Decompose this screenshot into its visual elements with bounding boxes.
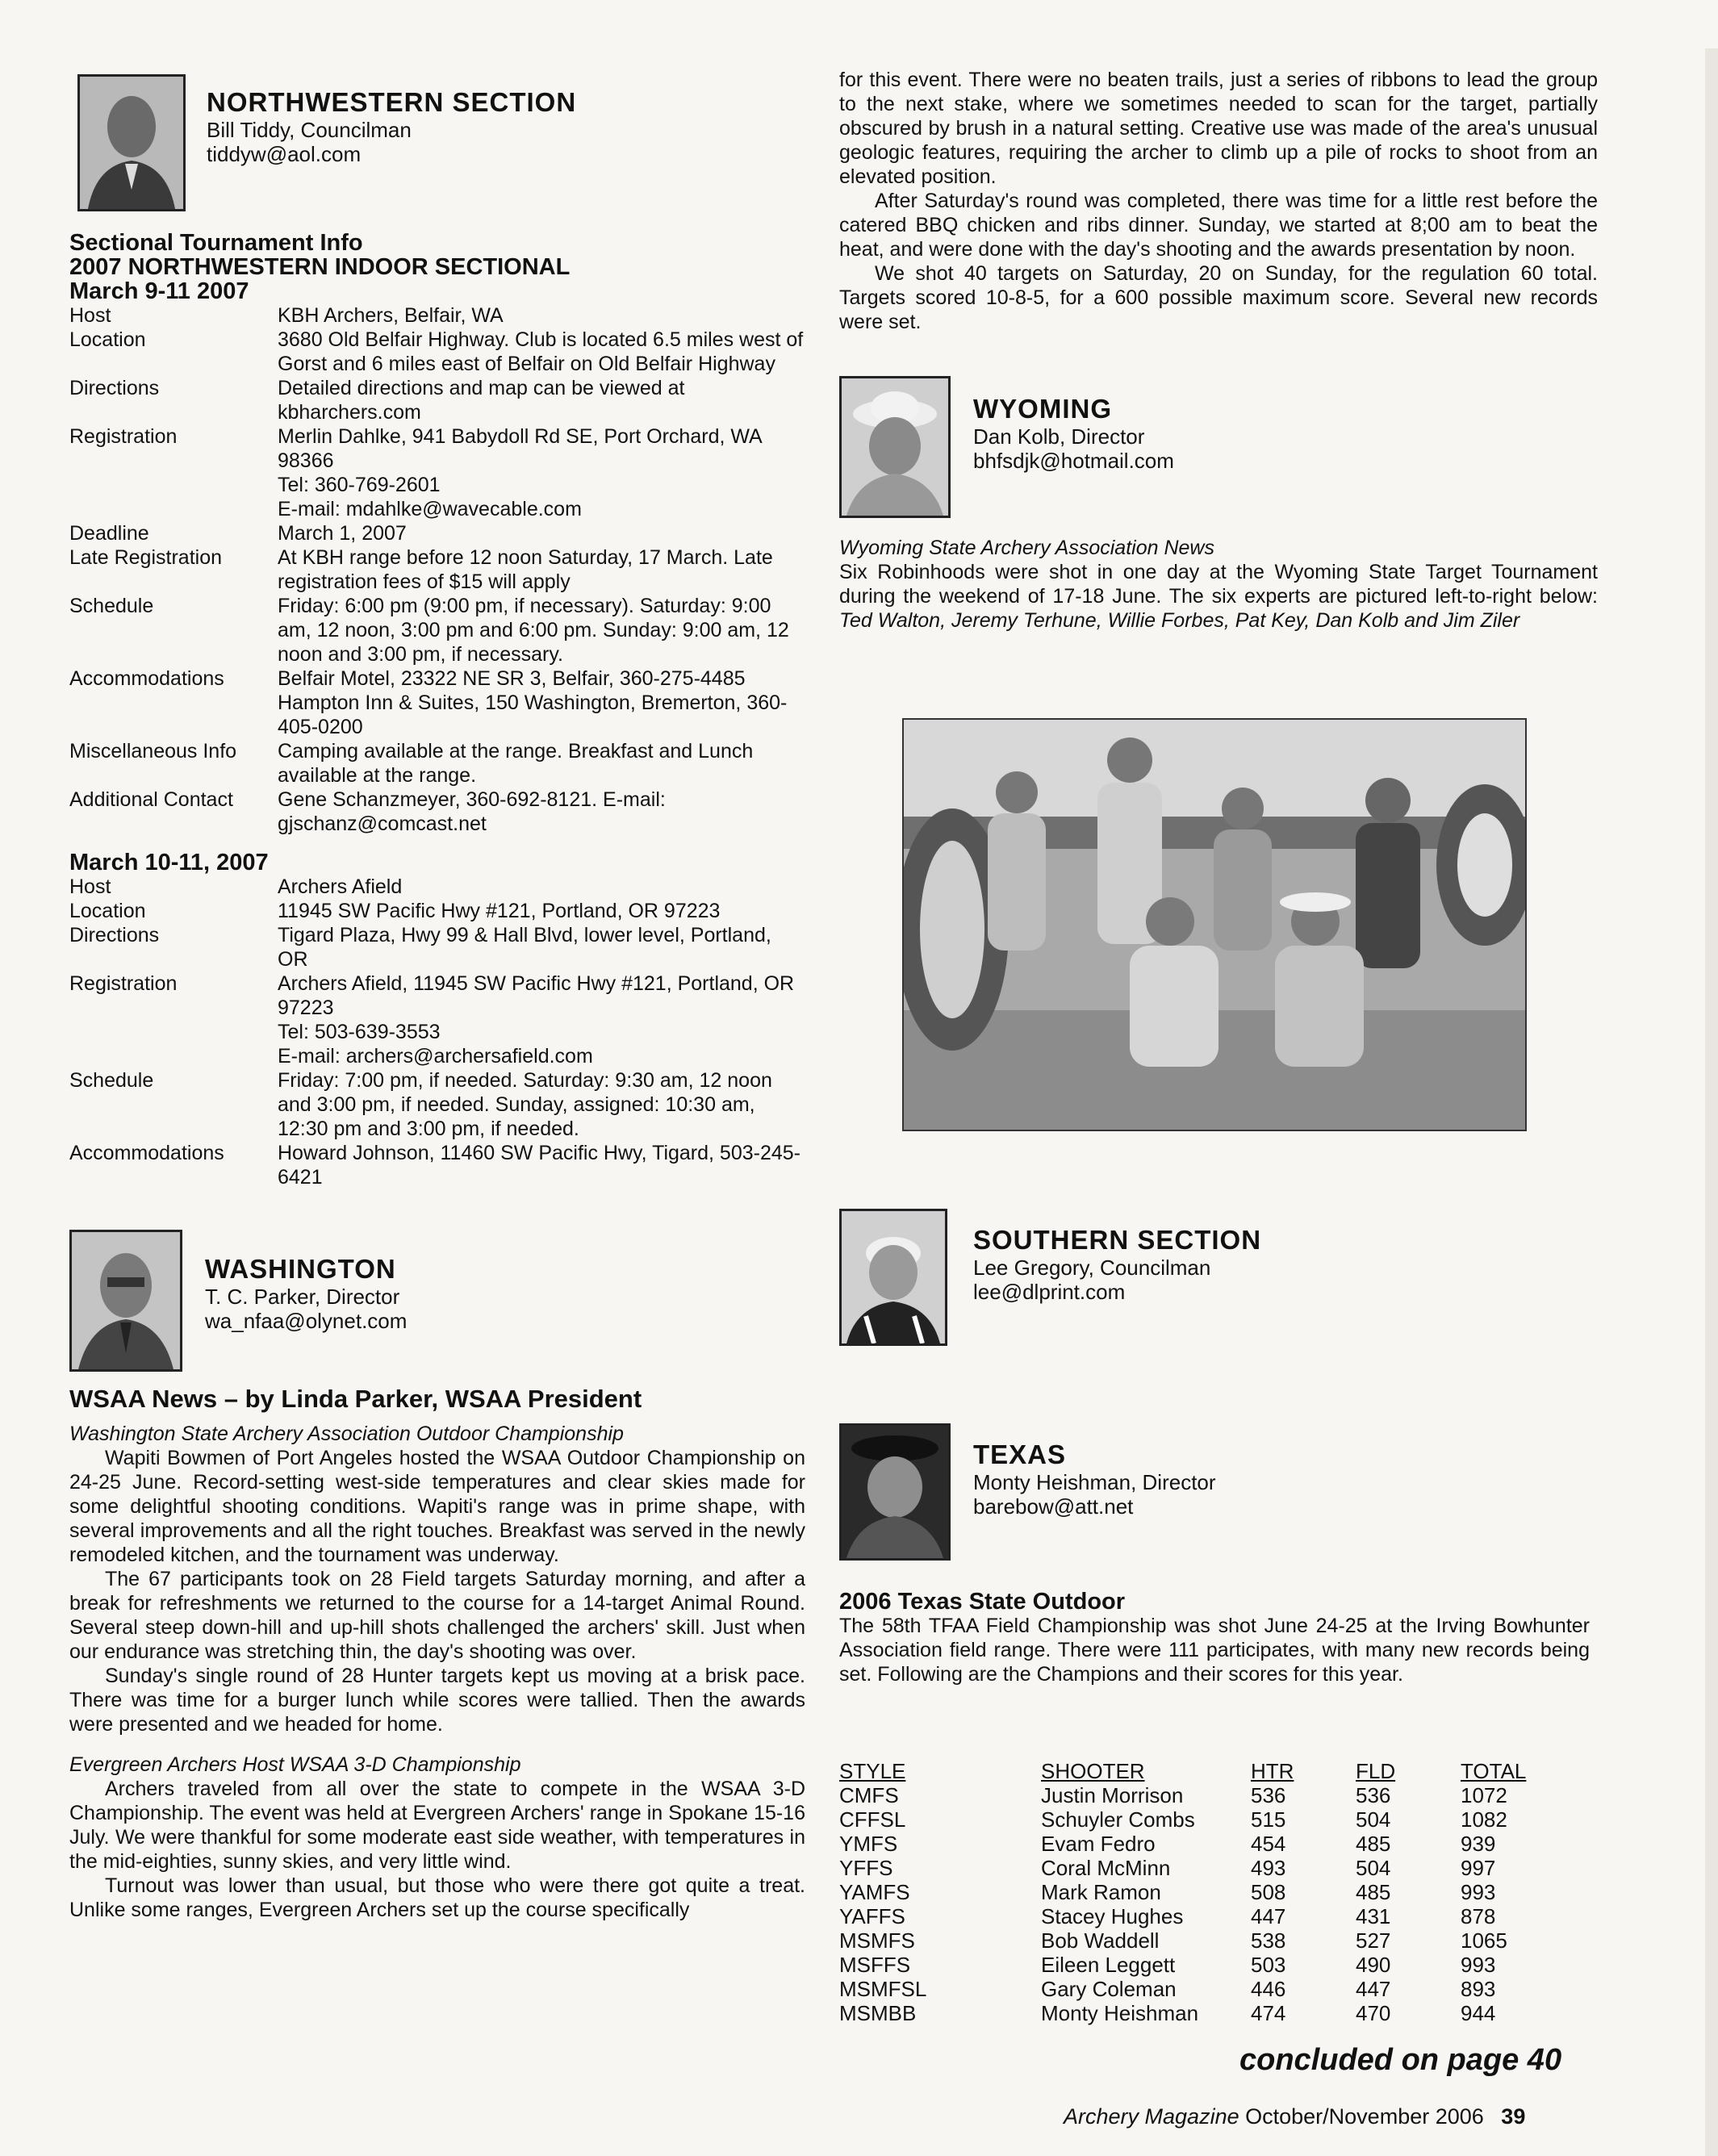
table-cell: 878 [1461, 1904, 1496, 1928]
march1011-info-table [69, 875, 805, 1189]
washington-text [205, 1254, 407, 1333]
info-label: Host [69, 875, 111, 898]
wsaa-paragraph: Sunday's single round of 28 Hunter targets kept us moving at a brisk pace. There was time for a burger lunch while scores were tallied. Then the awards were presented and we headed for home. [69, 1665, 805, 1736]
info-value: March 1, 2007 [278, 522, 407, 545]
washington-title: WASHINGTON [205, 1254, 396, 1284]
table-cell: 508 [1251, 1880, 1286, 1904]
table-cell: 527 [1356, 1928, 1391, 1953]
info-label: Accommodations [69, 1142, 224, 1164]
table-cell: 485 [1356, 1880, 1391, 1904]
scores-table [839, 1759, 1557, 2025]
sectional-heading-1: Sectional Tournament Info [69, 230, 363, 256]
table-cell: 454 [1251, 1832, 1286, 1856]
concluded-note: concluded on page 40 [1239, 2043, 1562, 2077]
table-cell: MSFFS [839, 1953, 911, 1977]
info-label: Registration [69, 972, 178, 995]
table-cell: 538 [1251, 1928, 1286, 1953]
sectional-info-table [69, 303, 805, 836]
bill-tiddy-photo [77, 74, 186, 211]
table-cell: MSMFS [839, 1928, 915, 1953]
washington-person: T. C. Parker, Director [205, 1285, 400, 1309]
page-footer [1064, 2104, 1525, 2129]
table-cell: Monty Heishman [1041, 2001, 1199, 2025]
table-row [839, 2001, 1557, 2025]
table-cell: Evam Fedro [1041, 1832, 1156, 1856]
info-label: Additional Contact [69, 788, 233, 811]
page-edge [1705, 48, 1718, 2156]
info-value: Howard Johnson, 11460 SW Pacific Hwy, Tigard, 503-245-6421 [278, 1142, 800, 1189]
table-row [839, 1928, 1557, 1953]
table-cell: 536 [1356, 1783, 1391, 1807]
table-cell: 893 [1461, 1977, 1496, 2001]
southern-title: SOUTHERN SECTION [973, 1225, 1262, 1255]
left-column [69, 71, 805, 1922]
northwestern-email[interactable]: tiddyw@aol.com [207, 142, 362, 166]
info-value: At KBH range before 12 noon Saturday, 17 March. Late registration fees of $15 will apply [278, 546, 773, 593]
table-cell: 1065 [1461, 1928, 1507, 1953]
info-value: Camping available at the range. Breakfast and Lunch available at the range. [278, 740, 754, 787]
info-label: Host [69, 304, 111, 327]
sectional-headings [69, 231, 805, 303]
wyoming-news-title: Wyoming State Archery Association News [839, 537, 1214, 559]
table-cell: 485 [1356, 1832, 1391, 1856]
continued-paragraph: for this event. There were no beaten trails, just a series of ribbons to lead the group to the next stake, where we sometimes needed to scan for the target, partially obscured by brush in a natural setting. Creative use was made of the area's unusual geologic features, requiring the archer to climb up a pile of rocks to shoot from an elevated position. [839, 69, 1598, 188]
continued-paragraph: After Saturday's round was completed, there was time for a little rest before the catered BBQ chicken and ribs dinner. Sunday, we started at 8;00 am to beat the heat, and were done with the day's shooting and the awards presentation by noon. [839, 190, 1598, 261]
table-cell: 515 [1251, 1807, 1286, 1832]
table-cell: 993 [1461, 1880, 1496, 1904]
wyoming-email[interactable]: bhfsdjk@hotmail.com [973, 449, 1174, 473]
info-value: Detailed directions and map can be viewed at kbharchers.com [278, 377, 685, 424]
sectional-heading-2: 2007 NORTHWESTERN INDOOR SECTIONAL [69, 254, 571, 280]
texas-outdoor-text: The 58th TFAA Field Championship was shot June 24-25 at the Irving Bowhunter Association field range. There were 111 participates, with many new records being set. Following are the Champions and their scores for this year. [839, 1615, 1590, 1686]
table-cell: 997 [1461, 1856, 1496, 1880]
info-value: Friday: 6:00 pm (9:00 pm, if necessary). Saturday: 9:00 am, 12 noon, 3:00 pm and 6:00 pm. Sunday: 9:00 am, 12 noon and 3:00 pm, if necessary. [278, 595, 789, 666]
wsaa-paragraph: The 67 participants took on 28 Field targets Saturday morning, and after a break for refreshments we returned to the course for a 14-target Animal Round. Several steep down-hill and up-hill shots challenged the archers' skill. Just when our endurance was stretching thin, the day's shooting was over. [69, 1568, 805, 1663]
table-cell: 447 [1356, 1977, 1391, 2001]
scores-header-cell: STYLE [839, 1759, 906, 1783]
table-cell: Coral McMinn [1041, 1856, 1171, 1880]
table-cell: 1082 [1461, 1807, 1507, 1832]
table-row [839, 1904, 1557, 1928]
northwestern-person: Bill Tiddy, Councilman [207, 118, 412, 142]
info-label: Deadline [69, 522, 149, 545]
northwestern-text [207, 87, 576, 166]
info-label: Schedule [69, 1069, 154, 1092]
table-cell: 1072 [1461, 1783, 1507, 1807]
continued-paragraph: We shot 40 targets on Saturday, 20 on Sunday, for the regulation 60 total. Targets scored 10-8-5, for a 600 possible maximum score. Several new records were set. [839, 262, 1598, 333]
info-label: Accommodations [69, 667, 224, 690]
table-cell: 490 [1356, 1953, 1391, 1977]
info-label: Miscellaneous Info [69, 740, 237, 763]
table-cell: YFFS [839, 1856, 893, 1880]
info-value: Friday: 7:00 pm, if needed. Saturday: 9:30 am, 12 noon and 3:00 pm, if needed. Sunday, assigned: 10:30 am, 12:30 pm and 3:00 pm, if needed. [278, 1069, 772, 1140]
table-row [839, 1977, 1557, 2001]
table-cell: Bob Waddell [1041, 1928, 1160, 1953]
page-number: 39 [1501, 2104, 1526, 2129]
texas-person: Monty Heishman, Director [973, 1470, 1216, 1494]
texas-outdoor-title: 2006 Texas State Outdoor [839, 1589, 1126, 1615]
table-cell: 504 [1356, 1856, 1391, 1880]
table-cell: CFFSL [839, 1807, 906, 1832]
tc-parker-photo [69, 1230, 182, 1372]
info-value: Tigard Plaza, Hwy 99 & Hall Blvd, lower level, Portland, OR [278, 924, 771, 971]
northwestern-title: NORTHWESTERN SECTION [207, 87, 577, 117]
wsaa-subhead-2: Evergreen Archers Host WSAA 3-D Championship [69, 1753, 521, 1776]
wyoming-title: WYOMING [973, 394, 1112, 424]
table-cell: 431 [1356, 1904, 1391, 1928]
southern-email[interactable]: lee@dlprint.com [973, 1280, 1126, 1304]
wsaa-title: WSAA News – by Linda Parker, WSAA President [69, 1385, 642, 1413]
table-cell: MSMBB [839, 2001, 917, 2025]
scores-header-cell: FLD [1356, 1759, 1396, 1783]
dan-kolb-photo [839, 376, 951, 518]
wyoming-text [973, 394, 1174, 473]
table-cell: CMFS [839, 1783, 899, 1807]
texas-email[interactable]: barebow@att.net [973, 1494, 1134, 1519]
washington-email[interactable]: wa_nfaa@olynet.com [205, 1309, 408, 1333]
table-cell: Justin Morrison [1041, 1783, 1184, 1807]
table-cell: 493 [1251, 1856, 1286, 1880]
info-label: Directions [69, 377, 160, 399]
info-value: Archers Afield [278, 875, 403, 898]
scores-header-row [839, 1759, 1557, 1783]
wsaa-subhead-1: Washington State Archery Association Outdoor Championship [69, 1423, 624, 1445]
washington-header [69, 1230, 805, 1375]
northwestern-header [69, 71, 805, 213]
wyoming-header [839, 376, 1598, 529]
table-row [839, 1807, 1557, 1832]
table-row [839, 1783, 1557, 1807]
table-cell: 474 [1251, 2001, 1286, 2025]
scores-header-cell: SHOOTER [1041, 1759, 1145, 1783]
table-cell: Schuyler Combs [1041, 1807, 1195, 1832]
table-cell: 504 [1356, 1807, 1391, 1832]
table-cell: 939 [1461, 1832, 1496, 1856]
info-value: 11945 SW Pacific Hwy #121, Portland, OR 97223 [278, 900, 721, 922]
footer-magazine: Archery Magazine [1064, 2104, 1239, 2129]
info-label: Schedule [69, 595, 154, 617]
table-cell: 470 [1356, 2001, 1391, 2025]
texas-title: TEXAS [973, 1439, 1067, 1469]
wyoming-person: Dan Kolb, Director [973, 424, 1145, 449]
wsaa-paragraph: Wapiti Bowmen of Port Angeles hosted the WSAA Outdoor Championship on 24-25 June. Record-setting west-side temperatures and clear skies made for some delightful shooting conditions. Wapiti's range was in prime shape, with several improvements and all the right touches. Breakfast was served in the newly remodeled kitchen, and the tournament was underway. [69, 1447, 805, 1566]
table-row [839, 1953, 1557, 1977]
info-value: Merlin Dahlke, 941 Babydoll Rd SE, Port Orchard, WA 98366 Tel: 360-769-2601 E-mail: mdahlke@wavecable.com [278, 425, 762, 520]
table-row [839, 1880, 1557, 1904]
lee-gregory-photo [839, 1209, 947, 1346]
scores-header-cell: HTR [1251, 1759, 1294, 1783]
sectional-heading-3: March 9-11 2007 [69, 278, 249, 304]
wyoming-news-text [839, 560, 1598, 633]
info-value: Belfair Motel, 23322 NE SR 3, Belfair, 360-275-4485 Hampton Inn & Suites, 150 Washington, Bremerton, 360-405-0200 [278, 667, 788, 738]
info-value: KBH Archers, Belfair, WA [278, 304, 504, 327]
table-row [839, 1856, 1557, 1880]
info-label: Registration [69, 425, 178, 448]
texas-outdoor [839, 1590, 1590, 1686]
info-label: Late Registration [69, 546, 223, 569]
table-cell: Eileen Leggett [1041, 1953, 1176, 1977]
right-column [839, 68, 1598, 633]
info-label: Directions [69, 924, 160, 946]
table-cell: YAMFS [839, 1880, 910, 1904]
monty-heishman-photo [839, 1423, 951, 1561]
texas-text [973, 1439, 1457, 1519]
table-cell: YMFS [839, 1832, 898, 1856]
table-cell: Gary Coleman [1041, 1977, 1177, 2001]
info-label: Location [69, 328, 146, 351]
table-cell: Mark Ramon [1041, 1880, 1161, 1904]
wyoming-names: Ted Walton, Jeremy Terhune, Willie Forbes, Pat Key, Dan Kolb and Jim Ziler [839, 609, 1520, 632]
info-label: Location [69, 900, 146, 922]
info-value: Gene Schanzmeyer, 360-692-8121. E-mail: gjschanz@comcast.net [278, 788, 666, 835]
wsaa-paragraph: Archers traveled from all over the state to compete in the WSAA 3-D Championship. The event was held at Evergreen Archers' range in Spokane 15-16 July. We were thankful for some moderate east side weather, with temperatures in the mid-eighties, sunny skies, and very little wind. [69, 1778, 805, 1873]
table-cell: YAFFS [839, 1904, 905, 1928]
table-cell: 503 [1251, 1953, 1286, 1977]
southern-person: Lee Gregory, Councilman [973, 1256, 1211, 1280]
table-cell: 536 [1251, 1783, 1286, 1807]
wyoming-news-body: Six Robinhoods were shot in one day at the Wyoming State Target Tournament during the weekend of 17-18 June. The six experts are pictured left-to-right below: [839, 561, 1598, 608]
southern-text [973, 1225, 1457, 1304]
footer-issue: October/November 2006 [1245, 2104, 1484, 2129]
table-cell: 944 [1461, 2001, 1496, 2025]
table-cell: 993 [1461, 1953, 1496, 1977]
table-cell: 446 [1251, 1977, 1286, 2001]
wsaa-paragraph: Turnout was lower than usual, but those who were there got quite a treat. Unlike some ranges, Evergreen Archers set up the course specifically [69, 1874, 805, 1921]
march1011-heading: March 10-11, 2007 [69, 850, 269, 875]
table-row [839, 1832, 1557, 1856]
table-cell: MSMFSL [839, 1977, 927, 2001]
scores-header-cell: TOTAL [1461, 1759, 1527, 1783]
table-cell: 447 [1251, 1904, 1286, 1928]
wyoming-group-photo [902, 718, 1527, 1131]
info-value: 3680 Old Belfair Highway. Club is located 6.5 miles west of Gorst and 6 miles east of Belfair on Old Belfair Highway [278, 328, 804, 375]
info-value: Archers Afield, 11945 SW Pacific Hwy #121, Portland, OR 97223 Tel: 503-639-3553 E-mail: archers@archersafield.com [278, 972, 795, 1068]
table-cell: Stacey Hughes [1041, 1904, 1184, 1928]
